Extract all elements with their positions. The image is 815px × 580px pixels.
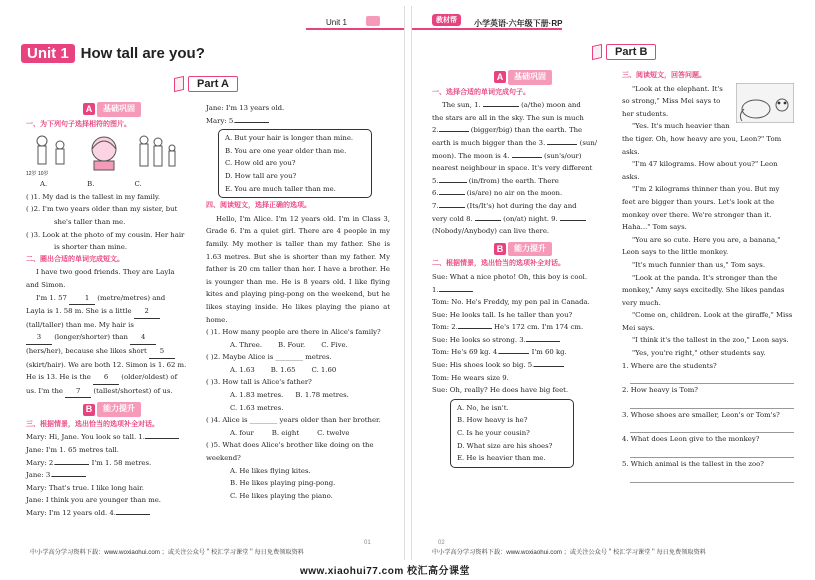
q3-title: 三、阅读短文，回答问题。 xyxy=(622,72,706,79)
q3-question: 3. Whose shoes are smaller, Leon's or Tom's? xyxy=(622,410,780,419)
left-footer: 中小学高分学习资料下载：www.woxiaohui.com ；或关注公众号＂校汇学习课堂＂每日免费领取资料 xyxy=(30,549,304,556)
bookmark-icon xyxy=(174,76,184,92)
blank[interactable] xyxy=(512,157,542,158)
q2-line xyxy=(26,292,198,306)
q1-text: the earth. There xyxy=(501,176,559,185)
blank[interactable] xyxy=(439,207,465,208)
passage-line: "I'm 47 kilograms. How about you?" Leon asks. xyxy=(622,160,778,181)
dialog-line xyxy=(26,507,198,520)
blank[interactable] xyxy=(439,194,465,195)
dialog-line xyxy=(432,284,614,297)
option-b: B. How heavy is he? xyxy=(457,416,528,425)
blank[interactable] xyxy=(560,220,586,221)
blank-2[interactable]: 2 xyxy=(134,305,160,319)
part-a-heading xyxy=(174,76,238,92)
dialog-text: Sue: His shoes look so big. 5. xyxy=(432,361,535,370)
q1-text: earth is much bigger than the 3. xyxy=(432,138,546,147)
q2-text: I'm 1. 57 xyxy=(36,293,67,302)
option-c: C. How old are you? xyxy=(225,159,296,168)
part-a-label: Part A xyxy=(188,76,238,92)
picture-c xyxy=(134,133,182,171)
blank[interactable] xyxy=(439,131,469,132)
q4-opt: B. 1.65 xyxy=(270,365,296,374)
q1-line xyxy=(432,150,614,163)
section-b-title: 能力提升 xyxy=(97,402,141,417)
left-column-1 xyxy=(26,102,198,520)
dialog-text: Jane: 3. xyxy=(26,471,53,480)
dialog-line: Tom: No. He's Freddy, my pen pal in Canada. xyxy=(432,298,590,307)
label-a: A. xyxy=(40,180,48,189)
header-tag: 教材帮 xyxy=(432,14,461,26)
blank[interactable] xyxy=(547,144,577,145)
q2-title: 二、根据情景，选出恰当的选项补全对话。 xyxy=(432,260,565,268)
family-icon xyxy=(134,133,182,171)
left-header xyxy=(326,14,396,36)
dialog-blank[interactable] xyxy=(55,464,89,465)
girl-portrait-icon xyxy=(80,133,128,171)
dialog-line: Tom: He wears size 9. xyxy=(432,373,509,382)
section-a-heading xyxy=(26,102,198,117)
q1-text: 6. xyxy=(432,189,439,198)
dialog-line: Jane: I think you are younger than me. xyxy=(26,496,161,505)
bookmark-icon xyxy=(592,44,602,60)
dialog-line xyxy=(26,469,198,482)
dialog-blank[interactable] xyxy=(458,328,492,329)
blank-4[interactable]: 4 xyxy=(130,331,156,345)
passage-line: "Yes, you're right," other students say. xyxy=(632,349,766,358)
q2-line: (skirt/hair). We are both 12. Simon is 1. 62 m. xyxy=(26,360,187,369)
q3-question: 1. Where are the students? xyxy=(622,361,717,370)
blank-7[interactable]: 7 xyxy=(65,385,91,399)
q1-text: 5. xyxy=(432,176,439,185)
q1-text: (sun's/our) xyxy=(544,151,582,160)
q2-line: and Simon. xyxy=(26,280,66,289)
q4-question: ( )4. Alice is ________ years older than her brother. xyxy=(206,416,381,425)
answer-line[interactable] xyxy=(630,372,794,384)
q1-line xyxy=(432,124,614,137)
q2-title: 二、圈出合适的单词完成短文。 xyxy=(26,255,124,263)
q4-options xyxy=(206,389,390,402)
dialog-line xyxy=(206,115,390,128)
right-column-1 xyxy=(432,70,614,468)
dialog-blank[interactable] xyxy=(116,514,150,515)
dialog-blank[interactable] xyxy=(526,341,560,342)
passage-line: "Yes. It's much heavier than the tiger. Oh, how heavy are you, Leon?" Tom asks. xyxy=(622,122,782,156)
unit-heading xyxy=(21,44,205,63)
dialog-text: Mary: Hi, Jane. You look so tall. 1. xyxy=(26,433,145,442)
q1-line: the stars are all in the sky. The sun is much xyxy=(432,113,584,122)
q2-text: (longer/shorter) than xyxy=(54,333,128,342)
answer-line[interactable] xyxy=(630,446,794,458)
picture-labels xyxy=(26,178,198,191)
blank-6[interactable]: 6 xyxy=(93,371,119,385)
q2-text: He is 13. He is the xyxy=(26,373,91,382)
passage-line: "I think it's the tallest in the zoo," Leon says. xyxy=(632,336,789,345)
dialog-blank[interactable] xyxy=(499,353,529,354)
dialog-blank[interactable] xyxy=(145,438,179,439)
picture-b xyxy=(80,133,128,171)
dialog-text: Tom: 2. xyxy=(432,323,458,332)
zoo-animals-icon xyxy=(736,83,794,123)
dialog-text: Mary: 2. xyxy=(26,458,56,467)
option-e: E. He is heavier than me. xyxy=(457,454,546,463)
q3-question: 5. Which animal is the tallest in the zoo? xyxy=(622,460,764,469)
passage-line: "I'm 2 kilograms thinner than you. But my feet are bigger than yours. Let's look at the monkey over there. We're stronger than it. Haha..." Tom says. xyxy=(622,185,780,232)
dialog-text: He's 172 cm. I'm 174 cm. xyxy=(494,323,584,332)
unit-title: How tall are you? xyxy=(80,45,205,62)
section-a-title: 基础巩固 xyxy=(508,70,552,85)
dialog-line xyxy=(26,457,198,470)
picture-a xyxy=(30,133,74,171)
q1-item-3: ( )3. Look at the photo of my cousin. Her hair xyxy=(26,230,185,239)
blank-3[interactable]: 3 xyxy=(26,331,52,345)
page-number: 01 xyxy=(364,540,371,546)
q2-text: Layla is 1. 58 m. She is a little xyxy=(26,307,132,316)
q4-passage: Hello, I'm Alice. I'm 12 years old. I'm in Class 3, Grade 6. I'm a quiet girl. There are 4 people in my family. My mother is taller than my father. She is 1.63 metres. But she is shorter than my father. My father is 20 cm taller than her. I have a brother. He is younger than me. He is 8 years old. I like flying kites and playing ping-pong on the weekend, but he likes staying inside. He likes playing the piano at home. xyxy=(206,214,390,324)
q4-opt: A. four xyxy=(230,428,254,437)
right-column-2 xyxy=(622,70,794,483)
q4-opt: C. 1.60 xyxy=(311,365,337,374)
page-number: 02 xyxy=(438,540,445,546)
q1-title: 一、选择合适的单词完成句子。 xyxy=(432,88,530,96)
q4-opt: C. twelve xyxy=(317,428,350,437)
answer-line[interactable] xyxy=(630,421,794,433)
q1-item-2: ( )2. I'm two years older than my sister, but xyxy=(26,205,178,214)
q1-title: 一、为下列句子选择相符的图片。 xyxy=(26,120,131,128)
q2-line xyxy=(26,305,198,319)
q2-text: (hers/her), because she likes short xyxy=(26,346,147,355)
dialog-text: I'm 1. 58 metres. xyxy=(91,458,152,467)
dialog-text: Mary: I'm 12 years old. 4. xyxy=(26,509,116,518)
q4-question: ( )1. How many people are there in Alice's family? xyxy=(206,328,381,337)
option-c: C. Is he your cousin? xyxy=(457,429,530,438)
passage-line: "Look at the panda. It's stronger than the monkey," Amy says excitedly. She likes pandas very much. xyxy=(622,273,785,307)
q1-pictures xyxy=(30,133,198,171)
dialog-blank[interactable] xyxy=(534,366,564,367)
q2-text: (tallest/shortest) of us. xyxy=(93,386,173,395)
q4-opt: A. Three. xyxy=(230,340,263,349)
q1-item-1: ( )1. My dad is the tallest in my family. xyxy=(26,192,161,201)
q4-opt: B. He likes playing ping-pong. xyxy=(230,479,336,488)
blank-1[interactable]: 1 xyxy=(69,292,95,306)
section-b-letter: B xyxy=(494,243,506,255)
answer-line[interactable] xyxy=(630,397,794,409)
dialog-line: Jane: I'm 1. 65 metres tall. xyxy=(26,446,119,455)
q4-opt: C. 1.63 metres. xyxy=(230,403,284,412)
q2-line xyxy=(26,385,198,399)
section-b-heading xyxy=(432,242,614,257)
q1-line xyxy=(432,213,614,226)
q1-line: nearest neighbour in space. It's very different xyxy=(432,164,593,173)
q4-opt: A. 1.63 xyxy=(230,365,255,374)
q1-text: (in/from) xyxy=(468,176,500,185)
right-footer: 中小学高分学习资料下载：www.woxiaohui.com ；或关注公众号＂校汇学习课堂＂每日免费领取资料 xyxy=(432,549,706,556)
section-a-letter: A xyxy=(494,71,506,83)
section-b-letter: B xyxy=(83,404,95,416)
section-b-heading xyxy=(26,402,198,417)
q1-text: (bigger/big) than the earth. The xyxy=(470,126,583,135)
option-b: B. You are one year older than me. xyxy=(225,146,347,155)
q1-text: (is/are) no air on the moon. xyxy=(466,189,563,198)
q4-question: ( )5. What does Alice's brother like doing on the weekend? xyxy=(206,441,374,463)
q1-item-2b: she's taller than me. xyxy=(54,217,126,226)
right-page xyxy=(412,6,810,560)
q4-questions xyxy=(206,326,390,502)
q3-title: 三、根据情景，选出恰当的选项补全对话。 xyxy=(26,420,159,428)
q4-opt: C. Five. xyxy=(321,340,348,349)
q4-opt: B. Four. xyxy=(278,340,306,349)
option-e: E. You are much taller than me. xyxy=(225,184,336,193)
left-column-2 xyxy=(206,102,390,502)
blank-5[interactable]: 5 xyxy=(149,345,175,359)
section-a-letter: A xyxy=(83,103,95,115)
dialog-text: 1. xyxy=(432,285,439,294)
dialog-line: Sue: He looks tall. Is he taller than you? xyxy=(432,310,573,319)
passage-line: "You are so cute. Here you are, a banana," Leon says to the little monkey. xyxy=(622,235,781,257)
q1-line xyxy=(432,175,614,188)
dialog-blank[interactable] xyxy=(235,122,269,123)
unit-label: Unit 1 xyxy=(21,44,75,63)
section-a-heading xyxy=(432,70,614,85)
section-b-title: 能力提升 xyxy=(508,242,552,257)
q2-text: us. I'm the xyxy=(26,386,63,395)
q4-opt: A. He likes flying kites. xyxy=(230,466,311,475)
q1-text: (sun/ xyxy=(579,138,598,147)
dialog-line xyxy=(26,431,198,444)
q4-options xyxy=(206,364,390,377)
q1-text: (Its/It's) hot during the day and xyxy=(466,201,577,210)
left-page xyxy=(6,6,404,560)
part-b-heading xyxy=(592,44,656,60)
section-a-title: 基础巩固 xyxy=(97,102,141,117)
watermark: www.xiaohui77.com 校汇高分课堂 xyxy=(300,566,470,577)
q1-line xyxy=(432,137,614,150)
q1-text: 7. xyxy=(432,201,439,210)
q1-line: (Nobody/Anybody) can live there. xyxy=(432,227,550,236)
dialog-line: Mary: That's true. I like long hair. xyxy=(26,483,144,492)
dialog-blank[interactable] xyxy=(52,476,86,477)
passage-line: "Come on, children. Look at the giraffe," Miss Mei says. xyxy=(622,311,793,332)
option-a: A. No, he isn't. xyxy=(457,403,509,412)
q1-text: The sun, 1. xyxy=(442,101,481,110)
q3-question: 2. How heavy is Tom? xyxy=(622,386,698,395)
dialog-text: I'm 60 kg. xyxy=(531,348,567,357)
q1-text: (on/at) night. 9. xyxy=(503,214,558,223)
q4-question: ( )3. How tall is Alice's father? xyxy=(206,378,312,387)
dialog-line: Sue: Oh, really? He does have big feet. xyxy=(432,386,569,395)
q4-opt: B. 1.78 metres. xyxy=(295,391,349,400)
q2-text: (older/oldest) of xyxy=(121,373,178,382)
q4-opt: A. 1.83 metres. xyxy=(230,391,284,400)
option-a: A. But your hair is longer than mine. xyxy=(225,134,354,143)
passage-line: "It's much funnier than us," Tom says. xyxy=(632,260,766,269)
q1-item-3b: is shorter than mine. xyxy=(54,243,128,252)
q2-line: I have two good friends. They are Layla xyxy=(36,268,175,277)
q1-line xyxy=(432,200,614,213)
q4-options xyxy=(206,339,390,352)
q1-line xyxy=(432,187,614,200)
option-d: D. What size are his shoes? xyxy=(457,441,553,450)
blank[interactable] xyxy=(475,220,501,221)
q1-text: moon). The moon is 4. xyxy=(432,151,510,160)
blank[interactable] xyxy=(483,106,519,107)
header-unit: Unit 1 xyxy=(326,18,347,27)
q4-title: 四、阅读短文，选择正确的选项。 xyxy=(206,202,311,210)
dialog-line: Sue: What a nice photo! Oh, this boy is cool. xyxy=(432,272,588,281)
picture-heights: 12岁 10岁 xyxy=(26,171,49,178)
q2-line xyxy=(26,345,198,359)
q1-text: 2. xyxy=(432,126,439,135)
q1-line xyxy=(432,99,614,112)
header-book-title: 小学英语·六年级下册·RP xyxy=(474,19,563,28)
q2-line xyxy=(26,331,198,345)
dialog-line xyxy=(432,346,614,359)
label-b: B. xyxy=(87,180,95,189)
dialog-text: Sue: He looks so strong. 3. xyxy=(432,335,526,344)
dialog-line: Jane: I'm 13 years old. xyxy=(206,104,285,112)
answer-line[interactable] xyxy=(630,471,794,483)
blank[interactable] xyxy=(439,182,467,183)
q2-line xyxy=(26,371,198,385)
options-box xyxy=(218,129,372,198)
q4-options xyxy=(206,427,390,440)
dialog-blank[interactable] xyxy=(439,291,473,292)
q4-opt: B. eight xyxy=(271,428,300,437)
q2-line: (tall/taller) than me. My hair is xyxy=(26,320,134,329)
option-d: D. How tall are you? xyxy=(225,171,297,180)
header-book-icon xyxy=(366,16,380,26)
label-c: C. xyxy=(134,180,142,189)
q1-text: (a/the) moon and xyxy=(521,101,581,110)
q2-text: (metre/metres) and xyxy=(97,293,166,302)
dialog-text: Mary: 5. xyxy=(206,116,236,125)
q4-question: ( )2. Maybe Alice is ________ metres. xyxy=(206,353,332,362)
dialog-line xyxy=(432,359,614,372)
options-box xyxy=(450,399,574,468)
header-bar xyxy=(306,28,404,30)
q1-text: very cold 8. xyxy=(432,214,473,223)
dialog-text: Tom: He's 69 kg. 4. xyxy=(432,348,500,357)
dialog-line xyxy=(432,321,614,334)
two-girls-icon xyxy=(30,133,74,171)
passage-line: "Look at the elephant. It's so strong," Miss Mei says to her students. xyxy=(622,84,723,118)
dialog-line xyxy=(432,334,614,347)
q4-opt: C. He likes playing the piano. xyxy=(230,491,333,500)
part-b-label: Part B xyxy=(606,44,656,60)
q3-question: 4. What does Leon give to the monkey? xyxy=(622,435,760,444)
